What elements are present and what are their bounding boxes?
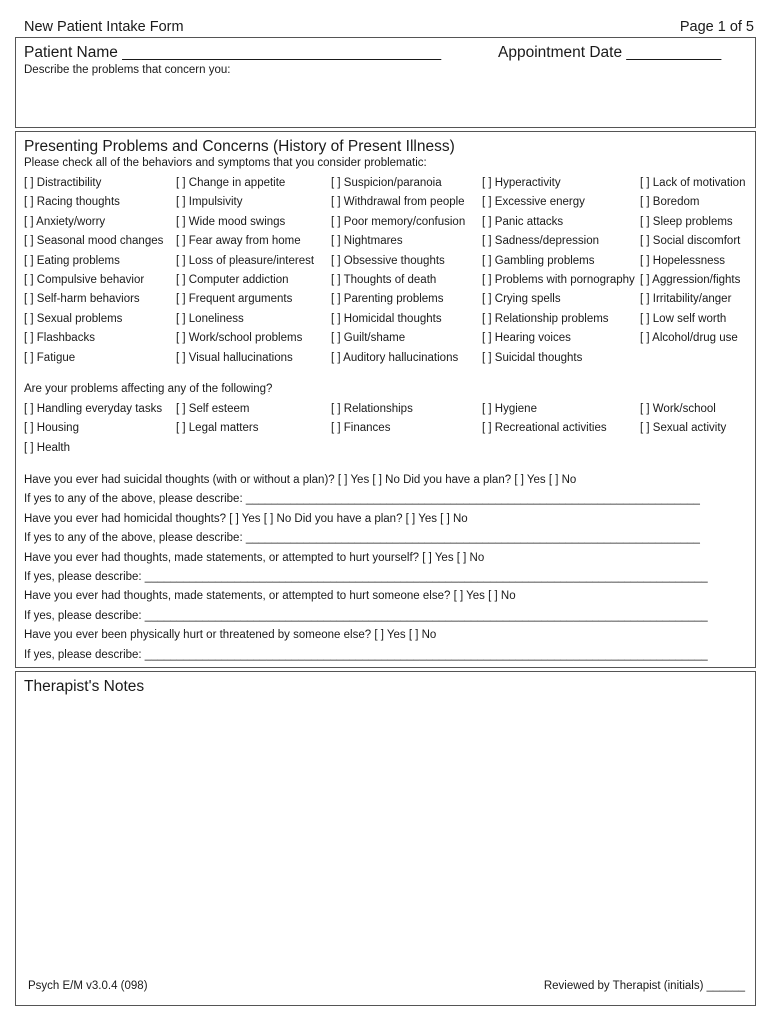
therapist-notes-title: Therapist's Notes xyxy=(24,678,145,695)
affecting-question: Are your problems affecting any of the following? xyxy=(24,383,273,395)
checkbox-item[interactable]: [ ] Sexual activity xyxy=(640,422,727,435)
checkbox-item[interactable]: [ ] Sexual problems xyxy=(24,312,123,325)
checkbox-item[interactable]: [ ] Finances xyxy=(331,422,391,435)
checkbox-item[interactable]: [ ] Sleep problems xyxy=(640,215,733,228)
checkbox-item[interactable]: [ ] Distractibility xyxy=(24,177,102,189)
checkbox-item[interactable]: [ ] Homicidal thoughts xyxy=(331,312,442,325)
appointment-date-field[interactable]: Appointment Date ___________ xyxy=(498,44,722,61)
checkbox-item[interactable]: [ ] Health xyxy=(24,441,71,454)
checkbox-item[interactable]: [ ] Nightmares xyxy=(331,235,403,248)
checkbox-item[interactable]: [ ] Flashbacks xyxy=(24,332,95,345)
checkbox-item[interactable]: [ ] Excessive energy xyxy=(482,196,585,209)
checkbox-item[interactable]: [ ] Self-harm behaviors xyxy=(24,293,140,306)
checkbox-item[interactable]: [ ] Change in appetite xyxy=(176,177,286,189)
checkbox-item[interactable]: [ ] Boredom xyxy=(640,196,700,209)
checkbox-item[interactable]: [ ] Visual hallucinations xyxy=(176,351,293,364)
checkbox-item[interactable]: [ ] Recreational activities xyxy=(482,422,607,435)
checkbox-item[interactable]: [ ] Housing xyxy=(24,422,79,435)
therapist-notes-section xyxy=(15,671,756,1006)
checkbox-item[interactable]: [ ] Poor memory/confusion xyxy=(331,215,466,228)
patient-info-section xyxy=(15,37,756,128)
form-title: New Patient Intake Form xyxy=(24,19,184,35)
checkbox-item[interactable]: [ ] Computer addiction xyxy=(176,274,289,286)
checkbox-item[interactable]: [ ] Loneliness xyxy=(176,312,244,325)
describe-line[interactable]: If yes, please describe: ________________________________________________________________________________________ xyxy=(24,609,708,622)
therapist-initials-field[interactable]: Reviewed by Therapist (initials) ______ xyxy=(543,980,745,992)
describe-problems-label: Describe the problems that concern you: xyxy=(24,64,231,76)
checkbox-item[interactable]: [ ] Frequent arguments xyxy=(176,293,293,306)
checkbox-item[interactable]: [ ] Guilt/shame xyxy=(331,332,406,345)
checkbox-item[interactable]: [ ] Racing thoughts xyxy=(24,196,120,209)
risk-question[interactable]: Have you ever been physically hurt or threatened by someone else? [ ] Yes [ ] No xyxy=(24,629,437,642)
checkbox-item[interactable]: [ ] Fear away from home xyxy=(176,235,301,248)
checkbox-item[interactable]: [ ] Crying spells xyxy=(482,293,561,306)
checkbox-item[interactable]: [ ] Self esteem xyxy=(176,403,250,415)
checkbox-item[interactable]: [ ] Legal matters xyxy=(176,422,259,435)
patient-name-field[interactable]: Patient Name _____________________________________ xyxy=(24,44,442,61)
risk-question[interactable]: Have you ever had suicidal thoughts (with or without a plan)? [ ] Yes [ ] No Did you have a plan? [ ] Yes [ ] No xyxy=(24,474,577,486)
checkbox-item[interactable]: [ ] Relationship problems xyxy=(482,312,609,325)
checkbox-item[interactable]: [ ] Auditory hallucinations xyxy=(331,351,459,364)
checkbox-item[interactable]: [ ] Eating problems xyxy=(24,254,120,267)
checkbox-item[interactable]: [ ] Handling everyday tasks xyxy=(24,403,163,415)
checkbox-item[interactable]: [ ] Compulsive behavior xyxy=(24,274,145,286)
checkbox-item[interactable]: [ ] Relationships xyxy=(331,403,413,415)
presenting-problems-section xyxy=(15,131,756,668)
page-indicator: Page 1 of 5 xyxy=(679,19,754,35)
checkbox-item[interactable]: [ ] Gambling problems xyxy=(482,254,595,267)
describe-line[interactable]: If yes, please describe: ________________________________________________________________________________________ xyxy=(24,571,708,583)
checkbox-item[interactable]: [ ] Hygiene xyxy=(482,403,537,415)
checkbox-item[interactable]: [ ] Hyperactivity xyxy=(482,177,561,189)
checkbox-item[interactable]: [ ] Problems with pornography xyxy=(482,274,635,286)
checkbox-item[interactable]: [ ] Aggression/fights xyxy=(640,274,741,286)
checkbox-item[interactable]: [ ] Obsessive thoughts xyxy=(331,254,445,267)
checkbox-item[interactable]: [ ] Seasonal mood changes xyxy=(24,235,164,248)
checkbox-item[interactable]: [ ] Social discomfort xyxy=(640,235,741,248)
checkbox-item[interactable]: [ ] Impulsivity xyxy=(176,196,243,209)
checkbox-item[interactable]: [ ] Wide mood swings xyxy=(176,215,286,228)
describe-line[interactable]: If yes, please describe: ________________________________________________________________________________________ xyxy=(24,648,708,661)
describe-line[interactable]: If yes to any of the above, please describe: _______________________________________________________________________ xyxy=(24,493,700,506)
risk-question[interactable]: Have you ever had homicidal thoughts? [ ] Yes [ ] No Did you have a plan? [ ] Yes [ ] No xyxy=(24,512,468,525)
checkbox-item[interactable]: [ ] Hopelessness xyxy=(640,254,726,267)
checkbox-item[interactable]: [ ] Thoughts of death xyxy=(331,274,437,286)
checkbox-item[interactable]: [ ] Loss of pleasure/interest xyxy=(176,254,315,267)
checkbox-item[interactable]: [ ] Anxiety/worry xyxy=(24,215,106,228)
checkbox-item[interactable]: [ ] Panic attacks xyxy=(482,215,564,228)
checkbox-item[interactable]: [ ] Low self worth xyxy=(640,312,727,325)
checkbox-item[interactable]: [ ] Suspicion/paranoia xyxy=(331,177,442,189)
instructions-text: Please check all of the behaviors and symptoms that you consider problematic: xyxy=(24,157,427,169)
checkbox-item[interactable]: [ ] Suicidal thoughts xyxy=(482,351,583,364)
checkbox-item[interactable]: [ ] Irritability/anger xyxy=(640,293,732,306)
checkbox-item[interactable]: [ ] Parenting problems xyxy=(331,293,444,306)
checkbox-item[interactable]: [ ] Alcohol/drug use xyxy=(640,332,738,345)
version-label: Psych E/M v3.0.4 (098) xyxy=(28,980,148,992)
checkbox-item[interactable]: [ ] Work/school problems xyxy=(176,332,303,345)
risk-question[interactable]: Have you ever had thoughts, made statements, or attempted to hurt someone else? [ ] Yes [ ] No xyxy=(24,590,516,603)
checkbox-item[interactable]: [ ] Withdrawal from people xyxy=(331,196,465,209)
risk-question[interactable]: Have you ever had thoughts, made statements, or attempted to hurt yourself? [ ] Yes [ ] No xyxy=(24,551,485,564)
checkbox-item[interactable]: [ ] Fatigue xyxy=(24,351,76,364)
checkbox-item[interactable]: [ ] Hearing voices xyxy=(482,332,571,345)
checkbox-item[interactable]: [ ] Lack of motivation xyxy=(640,177,746,189)
describe-line[interactable]: If yes to any of the above, please describe: _______________________________________________________________________ xyxy=(24,532,700,545)
checkbox-item[interactable]: [ ] Sadness/depression xyxy=(482,235,599,248)
presenting-problems-title: Presenting Problems and Concerns (History of Present Illness) xyxy=(24,138,455,155)
checkbox-item[interactable]: [ ] Work/school xyxy=(640,403,716,415)
